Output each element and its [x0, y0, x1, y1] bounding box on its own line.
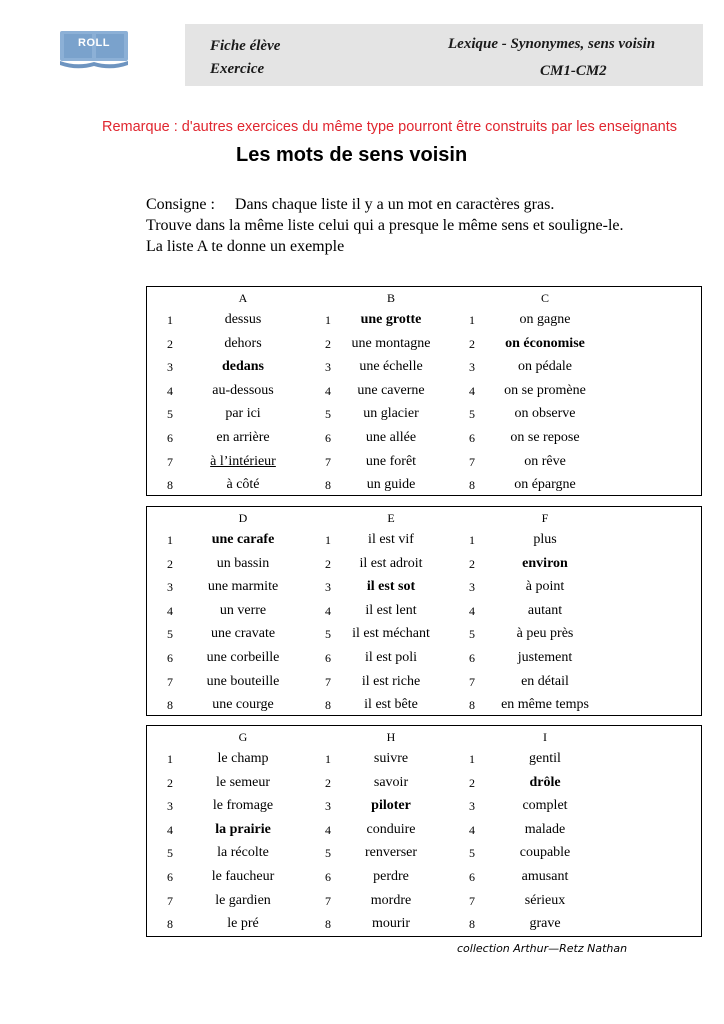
- item-number: 2: [325, 556, 331, 571]
- instruction-line-3: La liste A te donne un exemple: [146, 238, 345, 255]
- item-number: 3: [469, 580, 475, 595]
- word[interactable]: on gagne: [519, 312, 571, 327]
- item-number: 2: [469, 556, 475, 571]
- word[interactable]: il est vif: [368, 532, 414, 547]
- word[interactable]: il est adroit: [359, 555, 423, 571]
- item-number: 8: [469, 698, 475, 713]
- list-item: [459, 454, 644, 474]
- word[interactable]: il est riche: [361, 673, 421, 689]
- item-number: 6: [325, 870, 331, 884]
- item-number: 1: [167, 752, 173, 766]
- item-number: 7: [167, 893, 173, 908]
- word[interactable]: en arrière: [216, 430, 270, 445]
- word[interactable]: on pédale: [517, 359, 573, 375]
- word[interactable]: une courge: [212, 697, 274, 713]
- page-title: Les mots de sens voisin: [236, 144, 468, 166]
- item-number: 1: [469, 533, 475, 547]
- word[interactable]: une corbeille: [206, 650, 280, 665]
- word[interactable]: dedans: [221, 359, 265, 375]
- item-number: 4: [167, 822, 173, 837]
- word[interactable]: à point: [525, 579, 565, 595]
- word[interactable]: coupable: [519, 845, 571, 861]
- list-item: [459, 383, 644, 403]
- item-number: 4: [167, 603, 173, 618]
- item-number: 8: [167, 698, 173, 713]
- item-number: 5: [469, 846, 475, 861]
- word[interactable]: mordre: [370, 892, 412, 908]
- word[interactable]: à l’intérieur: [210, 453, 276, 469]
- word-list-block: [146, 286, 702, 496]
- item-number: 8: [167, 478, 173, 493]
- footer-credit: collection Arthur—Retz Nathan: [457, 942, 628, 955]
- item-number: 1: [167, 533, 173, 547]
- word[interactable]: renverser: [364, 845, 418, 861]
- word[interactable]: le gardien: [215, 892, 271, 908]
- item-number: 3: [469, 799, 475, 814]
- word-list-block: [146, 725, 702, 937]
- item-number: 6: [167, 870, 173, 884]
- list-item: [459, 822, 644, 842]
- item-number: 3: [325, 360, 331, 375]
- list-letter: B: [386, 291, 396, 305]
- instruction-line-1: [146, 196, 554, 214]
- word[interactable]: on économise: [505, 335, 585, 351]
- list-item: [459, 869, 644, 889]
- item-number: 2: [325, 775, 331, 790]
- word[interactable]: en même temps: [501, 697, 589, 713]
- word[interactable]: drôle: [529, 774, 561, 790]
- item-number: 5: [469, 627, 475, 642]
- word[interactable]: autant: [527, 602, 563, 618]
- teacher-remark: Remarque : d'autres exercices du même type pourront être construits par les enseignants: [102, 119, 678, 135]
- word[interactable]: perdre: [373, 869, 409, 884]
- word[interactable]: une allée: [365, 430, 417, 445]
- word[interactable]: au-dessous: [212, 382, 274, 398]
- publisher-logo: [60, 31, 128, 69]
- word[interactable]: plus: [533, 532, 557, 547]
- item-number: 7: [469, 674, 475, 689]
- list-item: [459, 916, 644, 936]
- list-letter: G: [238, 730, 248, 744]
- item-number: 5: [469, 407, 475, 422]
- word[interactable]: le pré: [227, 916, 259, 932]
- item-number: 3: [167, 360, 173, 375]
- word[interactable]: le semeur: [215, 774, 271, 790]
- word[interactable]: une cravate: [210, 626, 276, 642]
- word[interactable]: on se repose: [510, 430, 580, 445]
- word[interactable]: une échelle: [359, 359, 423, 375]
- list-letter: H: [386, 730, 396, 744]
- list-item: [459, 775, 644, 795]
- word[interactable]: gentil: [529, 751, 561, 766]
- word[interactable]: conduire: [366, 821, 416, 837]
- item-number: 8: [325, 698, 331, 713]
- list-item: [459, 845, 644, 865]
- subject-title: Lexique - Synonymes, sens voisin: [448, 36, 656, 52]
- list-item: [459, 406, 644, 426]
- word[interactable]: il est sot: [366, 579, 416, 595]
- item-number: 8: [469, 478, 475, 493]
- word[interactable]: le champ: [217, 751, 269, 766]
- logo-text: ROLL: [78, 37, 110, 49]
- list-item: [459, 532, 644, 552]
- item-number: 3: [167, 580, 173, 595]
- list-item: [459, 430, 644, 450]
- list-item: [459, 751, 644, 771]
- word[interactable]: la récolte: [217, 845, 269, 861]
- word[interactable]: un verre: [219, 602, 267, 618]
- sheet-type: Fiche élève: [210, 38, 281, 54]
- item-number: 5: [325, 846, 331, 861]
- word[interactable]: une forêt: [365, 453, 417, 469]
- header-banner: [185, 24, 703, 86]
- item-number: 6: [469, 651, 475, 665]
- list-item: [459, 650, 644, 670]
- item-number: 2: [167, 775, 173, 790]
- item-number: 6: [325, 651, 331, 665]
- word[interactable]: le fromage: [212, 798, 274, 814]
- word[interactable]: en détail: [521, 673, 569, 689]
- item-number: 3: [469, 360, 475, 375]
- word[interactable]: on se promène: [504, 382, 586, 398]
- item-number: 7: [325, 674, 331, 689]
- item-number: 1: [469, 313, 475, 327]
- word[interactable]: complet: [522, 798, 568, 814]
- word[interactable]: une caverne: [357, 382, 425, 398]
- word[interactable]: piloter: [371, 798, 411, 814]
- word-list-block: [146, 506, 702, 716]
- list-letter: A: [238, 291, 248, 305]
- list-item: [459, 603, 644, 623]
- item-number: 5: [167, 846, 173, 861]
- word[interactable]: il est poli: [364, 650, 418, 665]
- item-number: 7: [469, 454, 475, 469]
- list-item: [459, 798, 644, 818]
- list-item: [459, 556, 644, 576]
- instruction-label: Consigne :: [146, 196, 215, 213]
- word[interactable]: un guide: [366, 477, 416, 493]
- item-number: 5: [167, 627, 173, 642]
- word[interactable]: un bassin: [216, 555, 270, 571]
- item-number: 1: [325, 752, 331, 766]
- word[interactable]: amusant: [521, 869, 569, 884]
- word[interactable]: savoir: [373, 774, 409, 790]
- item-number: 3: [325, 580, 331, 595]
- item-number: 8: [167, 917, 173, 932]
- item-number: 6: [167, 431, 173, 445]
- word[interactable]: environ: [522, 555, 568, 571]
- item-number: 1: [469, 752, 475, 766]
- item-number: 5: [325, 627, 331, 642]
- item-number: 6: [469, 870, 475, 884]
- word[interactable]: on observe: [514, 406, 576, 422]
- list-letter: E: [387, 511, 395, 525]
- item-number: 7: [325, 454, 331, 469]
- word[interactable]: à côté: [226, 477, 260, 493]
- item-number: 6: [325, 431, 331, 445]
- item-number: 4: [325, 603, 331, 618]
- list-item: [459, 674, 644, 694]
- list-letter: C: [540, 291, 550, 305]
- word[interactable]: malade: [524, 821, 566, 837]
- word[interactable]: grave: [529, 916, 561, 932]
- item-number: 7: [469, 893, 475, 908]
- word[interactable]: une grotte: [360, 312, 422, 327]
- instruction-text-1: Dans chaque liste il y a un mot en caractères gras.: [234, 196, 555, 213]
- item-number: 3: [325, 799, 331, 814]
- item-number: 2: [167, 556, 173, 571]
- word[interactable]: on épargne: [514, 477, 576, 493]
- word[interactable]: dessus: [224, 312, 262, 327]
- list-item: [459, 359, 644, 379]
- item-number: 7: [167, 674, 173, 689]
- list-item: [459, 477, 644, 497]
- item-number: 4: [469, 822, 475, 837]
- list-letter: I: [543, 730, 547, 744]
- list-item: [459, 579, 644, 599]
- word[interactable]: mourir: [371, 916, 411, 932]
- grade-level: CM1-CM2: [540, 63, 607, 79]
- item-number: 6: [469, 431, 475, 445]
- list-item: [459, 336, 644, 356]
- item-number: 4: [167, 383, 173, 398]
- word[interactable]: il est lent: [365, 602, 417, 618]
- list-item: [459, 312, 644, 332]
- word[interactable]: justement: [517, 650, 573, 665]
- word[interactable]: par ici: [225, 406, 261, 422]
- item-number: 4: [325, 822, 331, 837]
- item-number: 4: [325, 383, 331, 398]
- item-number: 5: [325, 407, 331, 422]
- sheet-subtype: Exercice: [210, 61, 265, 77]
- word[interactable]: un glacier: [363, 406, 419, 422]
- list-item: [459, 893, 644, 913]
- word[interactable]: suivre: [373, 751, 409, 766]
- item-number: 7: [325, 893, 331, 908]
- word[interactable]: une bouteille: [206, 673, 280, 689]
- word[interactable]: une marmite: [207, 579, 279, 595]
- item-number: 2: [167, 336, 173, 351]
- word[interactable]: la prairie: [215, 821, 271, 837]
- item-number: 2: [469, 775, 475, 790]
- list-item: [459, 697, 644, 717]
- word[interactable]: une carafe: [211, 532, 275, 547]
- item-number: 5: [167, 407, 173, 422]
- word[interactable]: à peu près: [516, 626, 574, 642]
- item-number: 2: [325, 336, 331, 351]
- list-letter: F: [541, 511, 549, 525]
- instruction-line-2: Trouve dans la même liste celui qui a presque le même sens et souligne-le.: [146, 217, 624, 234]
- item-number: 4: [469, 603, 475, 618]
- word[interactable]: on rêve: [524, 453, 566, 469]
- item-number: 8: [325, 478, 331, 493]
- item-number: 6: [167, 651, 173, 665]
- item-number: 8: [325, 917, 331, 932]
- word[interactable]: une montagne: [351, 335, 431, 351]
- list-letter: D: [238, 511, 248, 525]
- item-number: 1: [325, 533, 331, 547]
- item-number: 7: [167, 454, 173, 469]
- word[interactable]: dehors: [224, 335, 262, 351]
- list-item: [459, 626, 644, 646]
- word[interactable]: sérieux: [524, 892, 566, 908]
- item-number: 3: [167, 799, 173, 814]
- item-number: 4: [469, 383, 475, 398]
- word[interactable]: il est bête: [364, 697, 418, 713]
- item-number: 1: [325, 313, 331, 327]
- item-number: 1: [167, 313, 173, 327]
- item-number: 8: [469, 917, 475, 932]
- item-number: 2: [469, 336, 475, 351]
- word[interactable]: le faucheur: [211, 869, 275, 884]
- word[interactable]: il est méchant: [352, 626, 430, 642]
